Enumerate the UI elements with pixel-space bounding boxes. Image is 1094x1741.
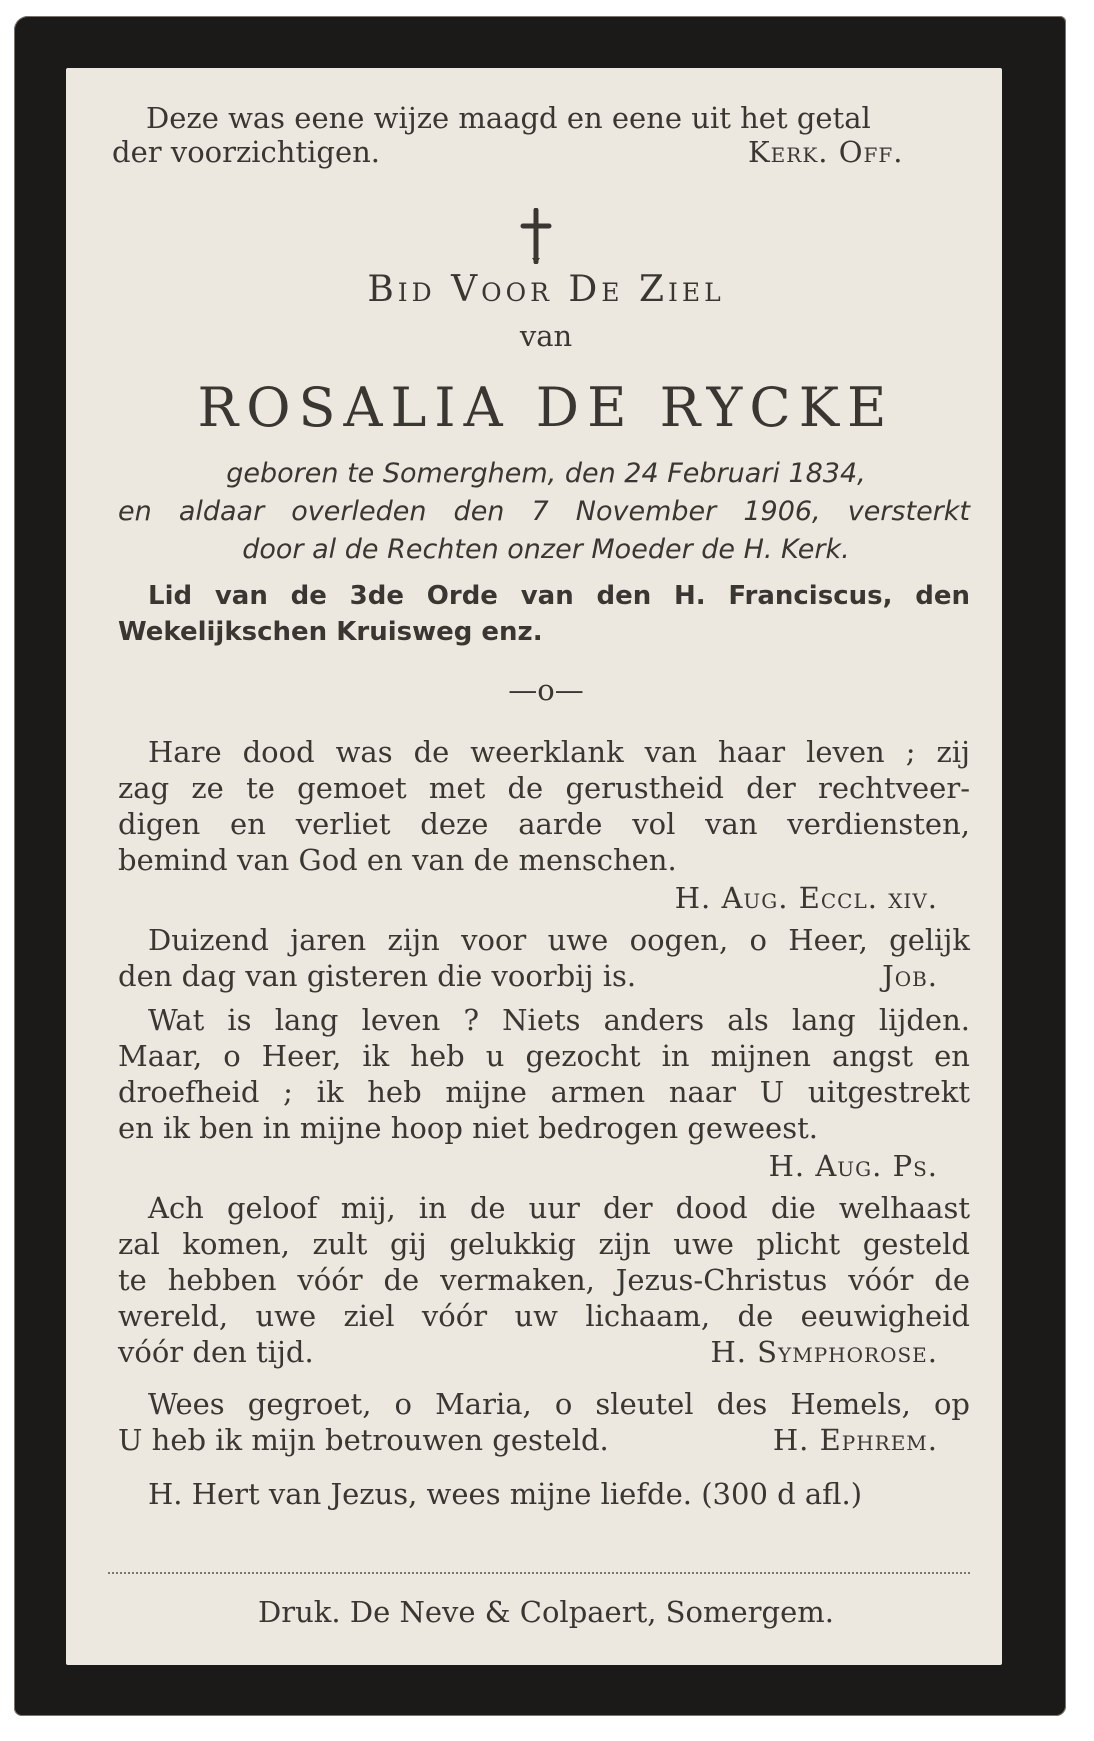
prayer-heading: Bid Voor De Ziel [367, 269, 725, 310]
bio-line-2: en aldaar overleden den 7 November 1906, versterkt [118, 496, 970, 527]
separator: —o— [508, 673, 584, 707]
cross-icon [519, 208, 553, 264]
passage-4-line-3: te hebben vóór de vermaken, Jezus-Christus vóór de [118, 1263, 970, 1297]
passage-3-line-1: Wat is lang leven ? Niets anders als lang lijden. [148, 1003, 970, 1037]
passage-2-line-2: den dag van gisteren die voorbij is. [118, 959, 637, 993]
passage-3-source: H. Aug. Ps. [768, 1149, 938, 1183]
bio-line-1: geboren te Somerghem, den 24 Februari 1834, [226, 458, 866, 489]
passage-1-line-3: digen en verliet deze aarde vol van verdiensten, [118, 807, 970, 841]
passage-1-line-2: zag ze te gemoet met de gerustheid der rechtveer- [118, 771, 970, 805]
passage-2-line-1: Duizend jaren zijn voor uwe oogen, o Heer, gelijk [148, 923, 970, 957]
epigraph-source: Kerk. Off. [748, 135, 904, 169]
passage-4-line-5: vóór den tijd. [118, 1335, 314, 1369]
passage-3-line-2: Maar, o Heer, ik heb u gezocht in mijnen angst en [118, 1039, 970, 1073]
epigraph-line-1: Deze was eene wijze maagd en eene uit het getal [146, 101, 871, 135]
passage-1-line-4: bemind van God en van de menschen. [118, 843, 677, 877]
bio-line-3: door al de Rechten onzer Moeder de H. Kerk. [242, 534, 850, 565]
passage-1-source: H. Aug. Eccl. xiv. [674, 881, 938, 915]
passage-4-source: H. Symphorose. [710, 1335, 938, 1369]
passage-3-line-3: droefheid ; ik heb mijne armen naar U uitgestrekt [118, 1075, 970, 1109]
passage-6-line-1: H. Hert van Jezus, wees mijne liefde. (300 d afl.) [148, 1477, 863, 1511]
bio-line-4: Lid van de 3de Orde van den H. Franciscus, den [148, 581, 970, 611]
passage-2-source: Job. [882, 959, 938, 993]
passage-5-line-1: Wees gegroet, o Maria, o sleutel des Hemels, op [148, 1387, 970, 1421]
dotted-divider [108, 1572, 970, 1574]
passage-3-line-4: en ik ben in mijne hoop niet bedrogen geweest. [118, 1111, 818, 1145]
passage-1-line-1: Hare dood was de weerklank van haar leven ; zij [148, 735, 970, 769]
passage-4-line-2: zal komen, zult gij gelukkig zijn uwe plicht gesteld [118, 1227, 970, 1261]
printer-credit: Druk. De Neve & Colpaert, Somergem. [258, 1595, 834, 1629]
passage-5-source: H. Ephrem. [772, 1423, 938, 1457]
passage-5-line-2: U heb ik mijn betrouwen gesteld. [118, 1423, 609, 1457]
passage-4-line-1: Ach geloof mij, in de uur der dood die welhaast [148, 1191, 970, 1225]
van-text: van [519, 319, 573, 353]
bio-line-5: Wekelijkschen Kruisweg enz. [118, 617, 543, 647]
passage-4-line-4: wereld, uwe ziel vóór uw lichaam, de eeuwigheid [118, 1299, 970, 1333]
deceased-name: ROSALIA DE RYCKE [197, 376, 895, 439]
epigraph-line-2: der voorzichtigen. [112, 135, 380, 169]
